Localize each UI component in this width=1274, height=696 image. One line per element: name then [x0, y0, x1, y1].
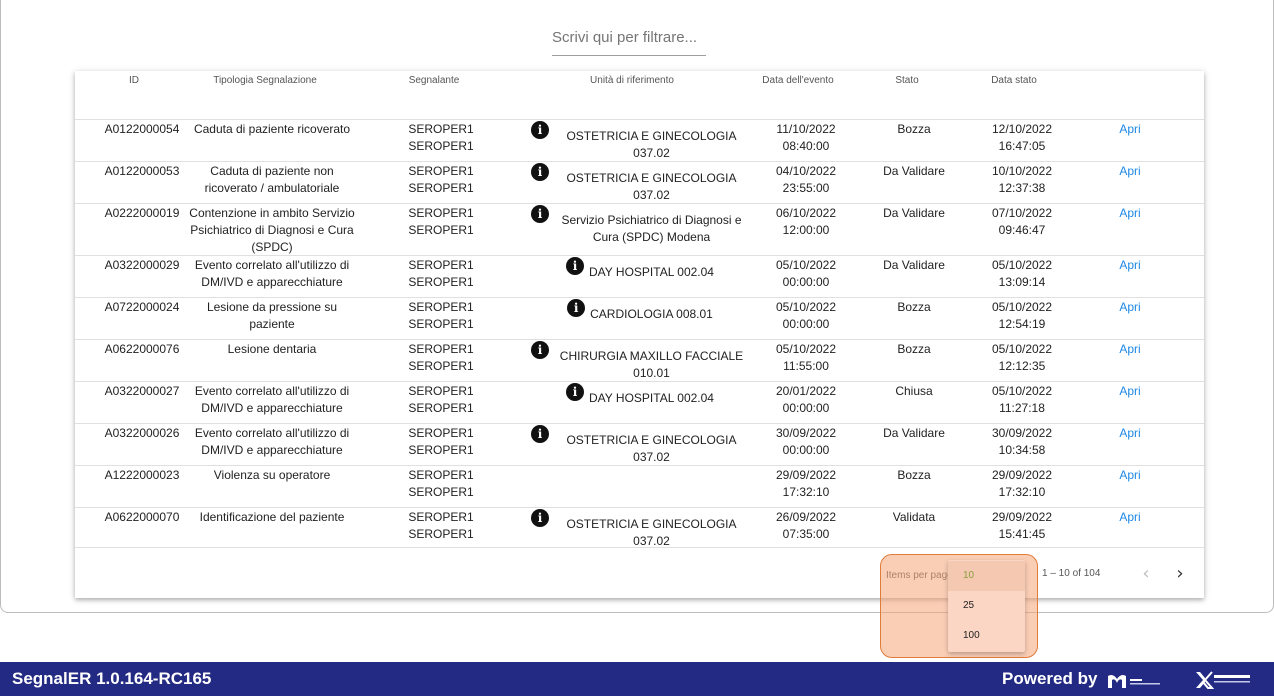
- column-header-stato[interactable]: Stato: [895, 75, 919, 86]
- row-tipologia: Violenza su operatore: [213, 468, 331, 482]
- row-tipologia: Lesione dentaria: [227, 342, 317, 356]
- row-data-evento: 11/10/2022 08:40:00: [776, 122, 836, 153]
- row-segnalante: SEROPER1 SEROPER1: [408, 510, 474, 541]
- row-tipologia: Evento correlato all'utilizzo di DM/IVD e apparecchiature: [194, 258, 350, 289]
- row-id: A0322000026: [104, 426, 180, 440]
- table-row: [75, 203, 1204, 255]
- page-size-option-10[interactable]: 10: [948, 561, 1025, 591]
- table-row: [75, 465, 1204, 507]
- row-data-evento: 05/10/2022 11:55:00: [775, 342, 837, 373]
- artexe-logo-icon: [1194, 670, 1254, 690]
- maps-logo-icon: [1106, 672, 1168, 690]
- row-segnalante: SEROPER1 SEROPER1: [408, 426, 474, 457]
- row-segnalante: SEROPER1 SEROPER1: [408, 300, 474, 331]
- open-link[interactable]: Apri: [1119, 342, 1141, 356]
- row-data-evento: 26/09/2022 07:35:00: [775, 510, 837, 541]
- row-stato: Bozza: [897, 342, 931, 356]
- row-tipologia: Lesione da pressione su paziente: [206, 300, 338, 331]
- page-size-option-100[interactable]: 100: [963, 630, 980, 641]
- row-tipologia: Contenzione in ambito Servizio Psichiatrico di Diagnosi e Cura (SPDC): [189, 206, 355, 254]
- powered-by-label: Powered by: [1002, 669, 1098, 688]
- open-link[interactable]: Apri: [1119, 300, 1141, 314]
- row-unita: [524, 257, 756, 281]
- row-id: A0722000024: [104, 300, 180, 314]
- row-unita-label: DAY HOSPITAL 002.04: [589, 265, 714, 279]
- app-version-label: SegnalER 1.0.164-RC165: [12, 669, 212, 688]
- row-id: A0122000053: [104, 164, 180, 178]
- table-row: [75, 507, 1204, 547]
- row-unita-label: OSTETRICIA E GINECOLOGIA 037.02: [566, 129, 737, 160]
- row-id: A0622000076: [104, 342, 180, 356]
- row-data-stato: 10/10/2022 12:37:38: [991, 164, 1053, 195]
- row-id: A0622000070: [104, 510, 180, 524]
- column-header-tipologia[interactable]: Tipologia Segnalazione: [213, 75, 317, 86]
- row-unita-label: CHIRURGIA MAXILLO FACCIALE 010.01: [559, 349, 744, 380]
- table-row: [75, 423, 1204, 465]
- open-link[interactable]: Apri: [1119, 384, 1141, 398]
- items-per-page-dropdown[interactable]: [948, 560, 1025, 652]
- row-data-stato: 05/10/2022 12:12:35: [991, 342, 1053, 373]
- row-segnalante: SEROPER1 SEROPER1: [408, 384, 474, 415]
- row-unita-label: OSTETRICIA E GINECOLOGIA 037.02: [566, 517, 737, 548]
- row-id: A1222000023: [104, 468, 180, 482]
- row-id: A0122000054: [104, 122, 180, 136]
- row-tipologia: Evento correlato all'utilizzo di DM/IVD e apparecchiature: [194, 384, 350, 415]
- row-data-stato: 30/09/2022 10:34:58: [991, 426, 1053, 457]
- column-header-data-evento[interactable]: Data dell'evento: [762, 75, 834, 86]
- open-link[interactable]: Apri: [1119, 258, 1141, 272]
- row-segnalante: SEROPER1 SEROPER1: [408, 258, 474, 289]
- page-size-option-25[interactable]: 25: [963, 600, 975, 611]
- row-tipologia: Caduta di paziente non ricoverato / ambulatoriale: [204, 164, 340, 195]
- open-link[interactable]: Apri: [1119, 510, 1141, 524]
- info-icon[interactable]: i: [531, 341, 549, 359]
- row-tipologia: Identificazione del paziente: [199, 510, 345, 524]
- open-link[interactable]: Apri: [1119, 122, 1141, 136]
- row-stato: Da Validare: [883, 258, 945, 272]
- row-data-evento: 30/09/2022 00:00:00: [775, 426, 837, 457]
- row-stato: Bozza: [897, 468, 931, 482]
- table-row: [75, 119, 1204, 161]
- row-unita-label: OSTETRICIA E GINECOLOGIA 037.02: [566, 433, 737, 464]
- row-data-stato: 05/10/2022 11:27:18: [991, 384, 1053, 415]
- info-icon[interactable]: i: [531, 121, 549, 139]
- row-stato: Da Validare: [883, 206, 945, 220]
- row-data-stato: 05/10/2022 12:54:19: [991, 300, 1053, 331]
- row-segnalante: SEROPER1 SEROPER1: [408, 122, 474, 153]
- row-unita: [524, 163, 756, 204]
- open-link[interactable]: Apri: [1119, 426, 1141, 440]
- previous-page-icon[interactable]: ‹: [1142, 563, 1150, 584]
- row-data-evento: 05/10/2022 00:00:00: [775, 300, 837, 331]
- row-unita: [524, 509, 756, 550]
- row-unita: [524, 425, 756, 466]
- column-header-id[interactable]: ID: [129, 75, 139, 86]
- row-segnalante: SEROPER1 SEROPER1: [408, 468, 474, 499]
- row-data-evento: 29/09/2022 17:32:10: [775, 468, 837, 499]
- info-icon[interactable]: i: [566, 383, 584, 401]
- row-stato: Chiusa: [895, 384, 933, 398]
- column-header-data-stato[interactable]: Data stato: [991, 75, 1037, 86]
- row-data-stato: 07/10/2022 09:46:47: [991, 206, 1053, 237]
- row-unita-label: Servizio Psichiatrico di Diagnosi e Cura (SPDC) Modena: [561, 213, 742, 244]
- row-stato: Bozza: [897, 122, 931, 136]
- row-unita-label: CARDIOLOGIA 008.01: [590, 307, 713, 321]
- info-icon[interactable]: i: [531, 425, 549, 443]
- table-row: [75, 161, 1204, 203]
- row-unita-label: OSTETRICIA E GINECOLOGIA 037.02: [566, 171, 737, 202]
- next-page-icon[interactable]: ›: [1176, 563, 1184, 584]
- row-stato: Bozza: [897, 300, 931, 314]
- footer-bar: [0, 662, 1274, 696]
- open-link[interactable]: Apri: [1119, 164, 1141, 178]
- row-segnalante: SEROPER1 SEROPER1: [408, 206, 474, 237]
- row-unita-label: DAY HOSPITAL 002.04: [589, 391, 714, 405]
- row-data-stato: 12/10/2022 16:47:05: [991, 122, 1053, 153]
- info-icon[interactable]: i: [531, 205, 549, 223]
- open-link[interactable]: Apri: [1119, 206, 1141, 220]
- row-id: A0322000027: [104, 384, 180, 398]
- row-data-evento: 06/10/2022 12:00:00: [775, 206, 837, 237]
- row-data-evento: 05/10/2022 00:00:00: [775, 258, 837, 289]
- info-icon[interactable]: i: [566, 257, 584, 275]
- row-data-stato: 05/10/2022 13:09:14: [991, 258, 1053, 289]
- row-unita: [524, 121, 756, 162]
- row-stato: Da Validare: [883, 164, 945, 178]
- info-icon[interactable]: i: [567, 299, 585, 317]
- row-data-stato: 29/09/2022 17:32:10: [991, 468, 1053, 499]
- table-row: [75, 339, 1204, 381]
- row-unita: [524, 341, 756, 382]
- row-data-evento: 20/01/2022 00:00:00: [775, 384, 837, 415]
- row-unita: [524, 383, 756, 407]
- row-tipologia: Evento correlato all'utilizzo di DM/IVD e apparecchiature: [194, 426, 350, 457]
- row-segnalante: SEROPER1 SEROPER1: [408, 164, 474, 195]
- reports-table-card: [75, 71, 1204, 598]
- row-unita: [524, 467, 756, 474]
- row-data-evento: 04/10/2022 23:55:00: [775, 164, 837, 195]
- row-segnalante: SEROPER1 SEROPER1: [408, 342, 474, 373]
- table-row: [75, 255, 1204, 297]
- row-id: A0322000029: [104, 258, 180, 272]
- row-data-stato: 29/09/2022 15:41:45: [991, 510, 1053, 541]
- row-unita: [524, 205, 756, 246]
- filter-field[interactable]: [552, 22, 706, 56]
- info-icon[interactable]: i: [531, 163, 549, 181]
- filter-input[interactable]: [552, 22, 706, 52]
- row-unita: [524, 299, 756, 323]
- row-id: A0222000019: [104, 206, 180, 220]
- table-row: [75, 381, 1204, 423]
- open-link[interactable]: Apri: [1119, 468, 1141, 482]
- column-header-unita[interactable]: Unità di riferimento: [590, 75, 674, 86]
- page-range-label: 1 – 10 of 104: [1042, 568, 1101, 579]
- row-stato: Da Validare: [883, 426, 945, 440]
- row-tipologia: Caduta di paziente ricoverato: [193, 122, 351, 136]
- table-row: [75, 297, 1204, 339]
- info-icon[interactable]: i: [531, 509, 549, 527]
- column-header-segnalante[interactable]: Segnalante: [408, 75, 460, 86]
- row-stato: Validata: [892, 510, 936, 524]
